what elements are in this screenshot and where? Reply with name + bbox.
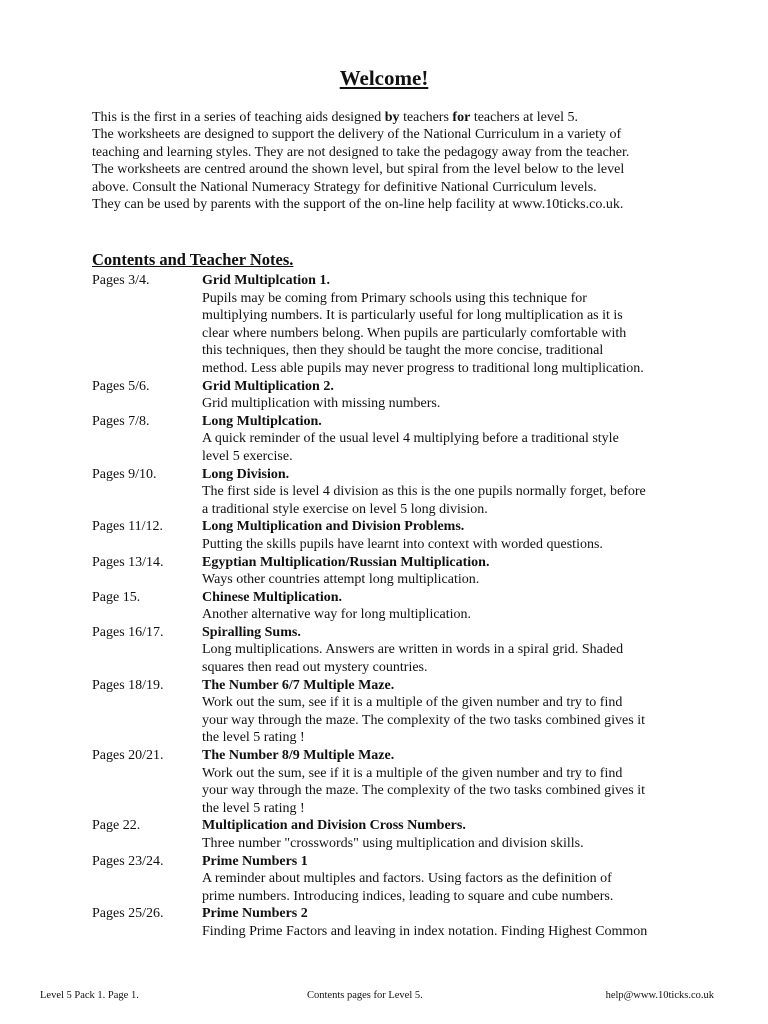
entry-body — [202, 413, 702, 466]
entry-title: Prime Numbers 2 — [202, 906, 308, 922]
entry-page-ref: Pages 16/17. — [92, 624, 164, 640]
entry-body — [202, 272, 702, 378]
intro-line: The worksheets are designed to support the delivery of the National Curriculum in a variety of — [92, 127, 622, 143]
entry-page-ref: Pages 25/26. — [92, 906, 164, 922]
contents-entry — [92, 589, 712, 624]
entry-body — [202, 747, 702, 817]
entry-description-line: Pupils may be coming from Primary schools using this technique for — [202, 290, 587, 306]
entry-title: Grid Multiplication 2. — [202, 378, 334, 394]
entry-title: Spiralling Sums. — [202, 624, 301, 640]
entry-page-ref: Pages 3/4. — [92, 273, 150, 288]
contents-list — [92, 272, 712, 941]
intro-text: teachers — [399, 110, 453, 125]
contents-entry — [92, 518, 712, 553]
entry-page-ref: Page 15. — [92, 589, 141, 605]
intro-bold-by: by — [384, 110, 400, 125]
entry-description-line: Grid multiplication with missing numbers. — [202, 396, 441, 412]
entry-description-line: your way through the maze. The complexity of the two tasks combined gives it — [202, 712, 645, 728]
entry-description-line: the level 5 rating ! — [202, 730, 305, 746]
entry-page-ref: Pages 20/21. — [92, 748, 164, 764]
intro-line: They can be used by parents with the support of the on-line help facility at www.10ticks.co.uk. — [92, 197, 624, 213]
entry-title: Chinese Multiplication. — [202, 589, 343, 605]
entry-title: Multiplication and Division Cross Numbers. — [202, 818, 466, 834]
entry-page-ref: Pages 23/24. — [92, 853, 164, 869]
footer-left: Level 5 Pack 1. Page 1. — [40, 990, 139, 1001]
entry-description-line: level 5 exercise. — [202, 448, 293, 464]
contents-entry — [92, 272, 712, 378]
entry-title: Long Multiplcation. — [202, 413, 322, 429]
entry-description-line: this techniques, then they should be taught the more concise, traditional — [202, 343, 604, 359]
entry-description-line: A reminder about multiples and factors. Using factors as the definition of — [202, 871, 612, 887]
entry-description-line: squares then read out mystery countries. — [202, 660, 428, 676]
contents-entry — [92, 817, 712, 852]
entry-description-line: Three number "crosswords" using multiplication and division skills. — [202, 836, 584, 851]
entry-description-line: method. Less able pupils may never progress to traditional long multiplication. — [202, 360, 644, 376]
entry-body — [202, 817, 702, 852]
footer-center: Contents pages for Level 5. — [307, 990, 423, 1001]
contents-entry — [92, 677, 712, 747]
contents-entry — [92, 378, 712, 413]
entry-body — [202, 677, 702, 747]
contents-entry — [92, 466, 712, 519]
entry-body — [202, 624, 702, 677]
entry-body — [202, 853, 702, 906]
entry-body — [202, 905, 702, 940]
entry-description-line: multiplying numbers. It is particularly useful for long multiplication as it is — [202, 308, 623, 324]
entry-page-ref: Pages 5/6. — [92, 378, 150, 394]
entry-description-line: Ways other countries attempt long multiplication. — [202, 572, 480, 588]
intro-line — [92, 109, 712, 126]
entry-body — [202, 378, 702, 413]
entry-title: Grid Multiplcation 1. — [202, 273, 330, 288]
contents-entry — [92, 554, 712, 589]
entry-title: Long Multiplication and Division Problems. — [202, 519, 465, 535]
entry-description-line: The first side is level 4 division as this is the one pupils normally forget, before — [202, 484, 646, 500]
entry-description-line: Work out the sum, see if it is a multiple of the given number and try to find — [202, 765, 623, 781]
intro-bold-for: for — [452, 110, 471, 125]
entry-page-ref: Pages 7/8. — [92, 413, 150, 429]
contents-entry — [92, 905, 712, 940]
entry-body — [202, 554, 702, 589]
entry-page-ref: Pages 11/12. — [92, 519, 164, 535]
entry-title: Prime Numbers 1 — [202, 853, 308, 869]
contents-heading: Contents and Teacher Notes. — [92, 250, 294, 269]
contents-entry — [92, 624, 712, 677]
entry-body — [202, 466, 702, 519]
entry-description-line: Another alternative way for long multiplication. — [202, 607, 472, 623]
entry-description-line: Finding Prime Factors and leaving in index notation. Finding Highest Common — [202, 923, 648, 939]
entry-body — [202, 589, 702, 624]
entry-description-line: Work out the sum, see if it is a multiple of the given number and try to find — [202, 695, 623, 711]
intro-line: The worksheets are centred around the shown level, but spiral from the level below to the level — [92, 162, 625, 178]
entry-page-ref: Pages 18/19. — [92, 677, 164, 693]
entry-description-line: Long multiplications. Answers are written in words in a spiral grid. Shaded — [202, 642, 624, 658]
contents-entry — [92, 747, 712, 817]
entry-body — [202, 518, 702, 553]
intro-paragraph — [92, 109, 712, 213]
page-title: Welcome! — [339, 66, 429, 90]
entry-title: The Number 6/7 Multiple Maze. — [202, 677, 395, 693]
entry-page-ref: Pages 9/10. — [92, 466, 157, 482]
entry-page-ref: Pages 13/14. — [92, 554, 164, 570]
entry-description-line: the level 5 rating ! — [202, 800, 305, 816]
entry-title: The Number 8/9 Multiple Maze. — [202, 748, 395, 764]
entry-description-line: A quick reminder of the usual level 4 multiplying before a traditional style — [202, 431, 619, 447]
footer-right: help@www.10ticks.co.uk — [605, 990, 714, 1001]
entry-description-line: prime numbers. Introducing indices, leading to square and cube numbers. — [202, 888, 614, 904]
entry-description-line: Putting the skills pupils have learnt into context with worded questions. — [202, 536, 603, 552]
intro-line: above. Consult the National Numeracy Strategy for definitive National Curriculum levels. — [92, 179, 597, 195]
intro-text: teachers at level 5. — [470, 110, 578, 125]
contents-entry — [92, 853, 712, 906]
entry-title: Long Division. — [202, 466, 290, 482]
entry-description-line: a traditional style exercise on level 5 long division. — [202, 501, 488, 517]
entry-description-line: clear where numbers belong. When pupils are particularly comfortable with — [202, 325, 627, 341]
intro-text: This is the first in a series of teaching aids designed — [92, 110, 385, 125]
intro-line: teaching and learning styles. They are not designed to take the pedagogy away from the teacher. — [92, 144, 630, 160]
entry-title: Egyptian Multiplication/Russian Multiplication. — [202, 554, 490, 570]
entry-description-line: your way through the maze. The complexity of the two tasks combined gives it — [202, 783, 645, 799]
entry-page-ref: Page 22. — [92, 818, 141, 834]
contents-entry — [92, 413, 712, 466]
